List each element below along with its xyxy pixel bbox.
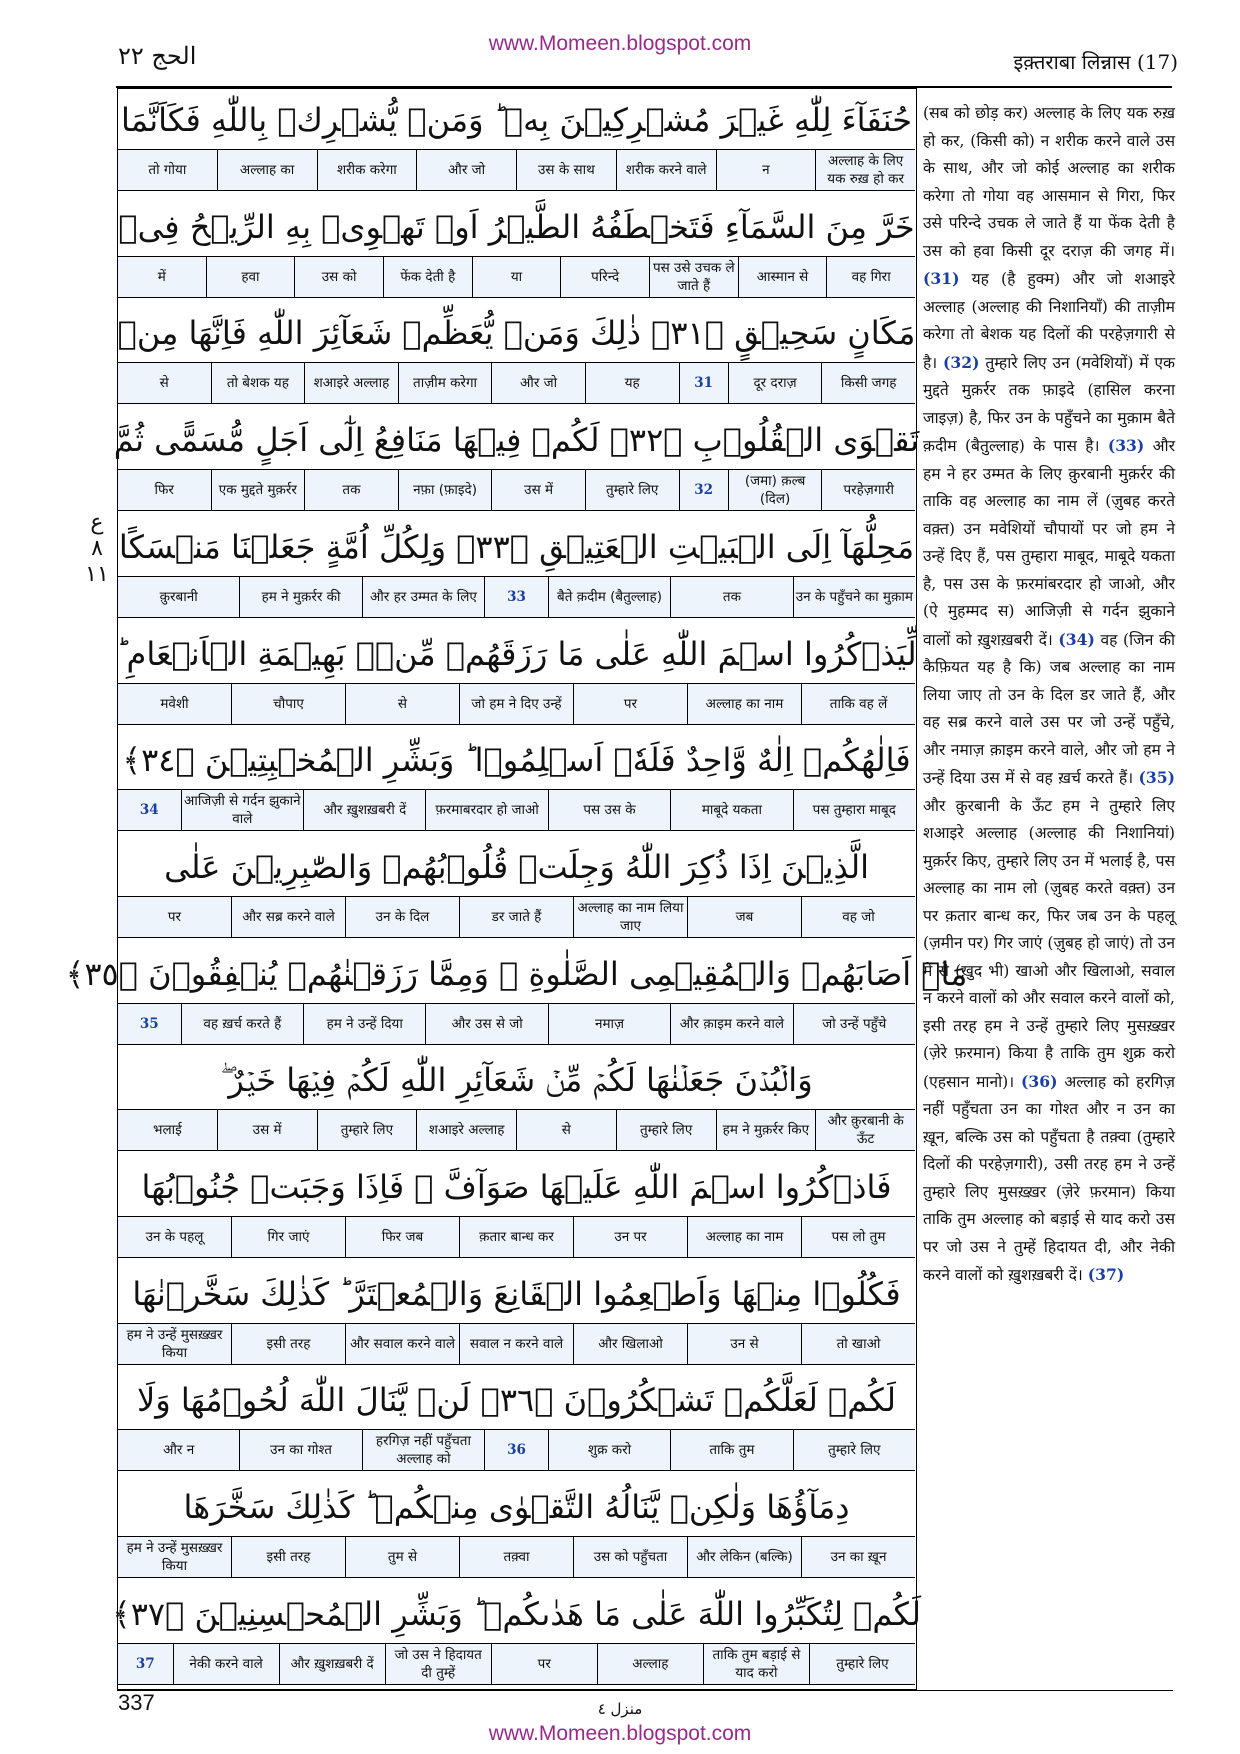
arabic-verse-line: حُنَفَآءَ لِلّٰهِ غَيۡرَ مُشۡرِكِيۡنَ بِهٖ ؕ وَمَنۡ يُّشۡرِكۡ بِاللّٰهِ فَكَاَنَّمَا (120, 101, 913, 139)
gloss-cell: या (472, 257, 561, 297)
arabic-verse-line: فَاِلٰهُكُمۡ اِلٰهٌ وَّاحِدٌ فَلَهٗۤ اَسۡلِمُوۡا ؕ وَبَشِّرِ الۡمُخۡبِتِيۡنَ ﴿٣٤﴾ (122, 741, 911, 780)
gloss-cell: पस लो तुम (801, 1217, 915, 1257)
gloss-cell: और खिलाओ (573, 1324, 687, 1364)
gloss-row (118, 789, 915, 831)
gloss-row (118, 149, 915, 191)
gloss-cell: हम ने उन्हें मुसख़्ख़र किया (126, 1540, 223, 1575)
para-title: इक़्तराबा लिन्नास (17) (1013, 50, 1178, 74)
gloss-cell: और ख़ुशख़बरी दें (303, 790, 425, 830)
arabic-verse-line: خَرَّ مِنَ السَّمَآءِ فَتَخۡطَفُهُ الطَّيۡرُ اَوۡ تَهۡوِىۡ بِهِ الرِّيۡحُ فِىۡ (118, 207, 915, 246)
gloss-cell: पस उस के (548, 790, 670, 830)
gloss-cell: वह ख़र्च करते हैं (181, 1004, 303, 1044)
translation-text: और क़ुरबानी के ऊँट हम ने तुम्हारे लिए शआइरे अल्लाह (अल्लाह की निशानियां) मुक़र्रर किए, तुम्हारे लिए उन में भलाई है, पस अल्लाह का नाम लो (ज़ुबह करते वक़्त) उन पर क़तार बान्ध कर, फिर जब उन के पहलू (ज़मीन पर) गिर जाएं (ज़ुबह हो जाएं) तो उन में से (ख़ुद भी) खाओ और खिलाओ, सवाल न करने वालों को और सवाल करने वालों को, इसी तरह हम ने उन्हें तुम्हारे लिए मुसख़्ख़र (ज़ेरे फ़रमान) किया है ताकि तुम शुक्र करो (एहसान मानो)। (923, 796, 1175, 1091)
gloss-cell: उस को पहुँचता (573, 1537, 687, 1577)
gloss-cell: अल्लाह (597, 1644, 703, 1684)
verse-number: (33) (1107, 436, 1145, 455)
gloss-cell: उस में (491, 470, 585, 510)
gloss-cell: तुम्हारे लिए (793, 1430, 915, 1470)
gloss-row (118, 1536, 915, 1578)
gloss-cell: सवाल न करने वाले (459, 1324, 573, 1364)
gloss-cell: और न (163, 1442, 195, 1459)
gloss-cell: और ख़ुशख़बरी दें (279, 1644, 385, 1684)
gloss-cell: जो उस ने हिदायत दी तुम्हें (385, 1644, 491, 1684)
manzil-label: منزل ٤ (597, 1700, 643, 1718)
gloss-cell: पर (573, 684, 687, 724)
gloss-cell: अल्लाह का नाम (687, 1217, 801, 1257)
gloss-cell: उन का गोश्त (239, 1430, 361, 1470)
arabic-verse-line: فَكُلُوۡا مِنۡهَا وَاَطۡعِمُوا الۡقَانِعَ وَالۡمُعۡتَرَّ ؕ كَذٰلِكَ سَخَّرۡنٰهَا (132, 1274, 901, 1313)
translation-text: और हम ने हर उम्मत के लिए क़ुरबानी मुक़र्रर की ताकि वह अल्लाह का नाम लें (ज़ुबह करते वक़्त) उन मवेशियों चौपायों पर जो हम ने उन्हें दिए हैं, पस तुम्हारा माबूद, माबूदे यकता है, पस उस के फ़रमांबरदार हो जाओ, और (ऐ मुहम्मद स) आजिज़ी से गर्दन झुकाने वालों को ख़ुशख़बरी दें। (923, 437, 1175, 649)
gloss-cell: आस्मान से (738, 257, 827, 297)
verse-number: (36) (1021, 1071, 1058, 1091)
gloss-cell: हम ने उन्हें मुसख़्ख़र किया (126, 1326, 223, 1361)
gloss-cell: हम ने मुक़र्रर की (239, 577, 361, 617)
gloss-cell: पस उसे उचक ले जाते हैं (649, 257, 738, 297)
gloss-cell: अल्लाह के लिए यक रुख़ हो कर (815, 150, 915, 190)
gloss-cell: 32 (679, 470, 728, 510)
gloss-cell: जब (687, 897, 801, 937)
gloss-row (118, 1216, 915, 1258)
gloss-cell: ताकि तुम बड़ाई से याद करो (703, 1644, 809, 1684)
gloss-cell: 31 (679, 363, 728, 403)
gloss-cell: हम ने मुक़र्रर किए (716, 1110, 816, 1150)
arabic-verse-line: لِّيَذۡكُرُوا اسۡمَ اللّٰهِ عَلٰى مَا رَزَقَهُمۡ مِّنۡۢ بَهِيۡمَةِ الۡاَنۡعَامِ ؕ (116, 634, 917, 673)
arabic-verse-line: فَاذۡكُرُوا اسۡمَ اللّٰهِ عَلَيۡهَا صَوَآفَّ ۚ فَاِذَا وَجَبَتۡ جُنُوۡبُهَا (141, 1168, 892, 1206)
gloss-cell: क़ुरबानी (159, 588, 198, 605)
gloss-row (118, 1643, 915, 1685)
gloss-cell: इसी तरह (231, 1537, 345, 1577)
gloss-cell: इसी तरह (231, 1324, 345, 1364)
arabic-verse-line: تَقۡوَى الۡقُلُوۡبِ ﴿٣٢﴾ لَكُمۡ فِيۡهَا مَنَافِعُ اِلٰٓى اَجَلٍ مُّسَمًّى ثُمَّ (113, 421, 920, 460)
gloss-cell: ताकि तुम (670, 1430, 792, 1470)
gloss-cell: पस तुम्हारा माबूद (793, 790, 915, 830)
verse-number: (34) (1058, 629, 1095, 649)
gloss-cell: और जो (416, 150, 516, 190)
ruku-letter: ع (90, 510, 104, 535)
gloss-cell: में (157, 268, 166, 285)
gloss-cell: ताज़ीम करेगा (398, 363, 492, 403)
gloss-cell: पर (491, 1644, 597, 1684)
gloss-cell: फ़रमाबरदार हो जाओ (425, 790, 547, 830)
gloss-cell: और उस से जो (425, 1004, 547, 1044)
gloss-cell: बैते क़दीम (बैतुल्लाह) (548, 577, 670, 617)
ruku-count: ١١ (85, 562, 109, 587)
gloss-cell: और क़ाइम करने वाले (670, 1004, 792, 1044)
gloss-cell: नेकी करने वाले (173, 1644, 279, 1684)
gloss-row (118, 1323, 915, 1365)
gloss-cell: तुम से (345, 1537, 459, 1577)
gloss-cell: नमाज़ (548, 1004, 670, 1044)
gloss-cell: शुक्र करो (548, 1430, 670, 1470)
gloss-cell: किसी जगह (821, 363, 915, 403)
gloss-row (118, 1003, 915, 1045)
gloss-cell: नफ़ा (फ़ाइदे) (398, 470, 492, 510)
header-url: www.Momeen.blogspot.com (488, 32, 752, 55)
gloss-cell: 35 (139, 1015, 159, 1032)
gloss-cell: तक (304, 470, 398, 510)
gloss-cell: उन के पहुँचने का मुक़ाम (793, 577, 915, 617)
gloss-cell: चौपाए (231, 684, 345, 724)
gloss-cell: हवा (206, 257, 295, 297)
page-number: 337 (118, 1690, 155, 1715)
gloss-cell: तो गोया (148, 162, 187, 178)
surah-title: الحج ٢٢ (118, 42, 197, 70)
footer-url: www.Momeen.blogspot.com (488, 1722, 752, 1745)
gloss-cell: से (345, 684, 459, 724)
gloss-cell: शरीक करेगा (317, 150, 417, 190)
arabic-verse-line: مَحِلُّهَآ اِلَى الۡبَيۡتِ الۡعَتِيۡقِ ﴿٣٣﴾ وَلِكُلِّ اُمَّةٍ جَعَلۡنَا مَنۡسَكًا (118, 527, 915, 566)
gloss-cell: तुम्हारे लिए (616, 1110, 716, 1150)
gloss-cell: क़तार बान्ध कर (459, 1217, 573, 1257)
translation-text: (सब को छोड़ कर) अल्लाह के लिए यक रुख़ हो कर, (किसी को) न शरीक करने वाले उस के साथ, और जो कोई अल्लाह का शरीक करेगा तो गोया वह आसमान से गिरा, फिर उसे परिन्दे उचक ले जाते हैं या फेंक देती है उस को हवा किसी दूर दराज़ की जगह में। (923, 104, 1175, 260)
gloss-cell: तक (670, 577, 792, 617)
gloss-cell: न (716, 150, 816, 190)
gloss-cell: (जमा) क़ल्ब (दिल) (728, 470, 822, 510)
gloss-cell: अल्लाह का (217, 150, 317, 190)
footer-rule (117, 1690, 1173, 1691)
gloss-cell: 34 (139, 802, 159, 819)
gloss-cell: तो बेशक यह (211, 363, 305, 403)
gloss-cell: उस के साथ (516, 150, 616, 190)
gloss-row (118, 683, 915, 725)
gloss-cell: तुम्हारे लिए (317, 1110, 417, 1150)
ruku-marker (82, 510, 112, 588)
verse-number: (32) (943, 352, 980, 372)
gloss-cell: मवेशी (160, 695, 189, 712)
gloss-cell: उस में (217, 1110, 317, 1150)
gloss-row (118, 1429, 915, 1471)
gloss-row (118, 576, 915, 618)
gloss-cell: 33 (484, 577, 548, 617)
gloss-cell: और जो (491, 363, 585, 403)
gloss-cell: उन का ख़ून (801, 1537, 915, 1577)
gloss-cell: शरीक करने वाले (616, 150, 716, 190)
gloss-row (118, 362, 915, 404)
gloss-row (118, 256, 915, 298)
gloss-cell: तो खाओ (801, 1324, 915, 1364)
verse-number: (37) (1087, 1265, 1125, 1284)
gloss-cell: उन के पहलू (145, 1229, 204, 1245)
arabic-verse-line: الَّذِيۡنَ اِذَا ذُكِرَ اللّٰهُ وَجِلَتۡ قُلُوۡبُهُمۡ وَالصّٰبِرِيۡنَ عَلٰى (164, 847, 869, 886)
translation-text: यह (है हुक्म) और जो शआइरे अल्लाह (अल्लाह की निशानियाँ) की ताज़ीम करेगा तो बेशक यह दिलों की परहेज़गारी से है। (923, 270, 1175, 372)
gloss-cell: वह गिरा (826, 257, 915, 297)
gloss-cell: अल्लाह का नाम (687, 684, 801, 724)
gloss-cell: 36 (484, 1430, 548, 1470)
arabic-verse-line: لَكُمۡ لَعَلَّكُمۡ تَشۡكُرُوۡنَ ﴿٣٦﴾ لَنۡ يَّنَالَ اللّٰهَ لُحُوۡمُهَا وَلَا (137, 1381, 896, 1420)
gloss-cell: यह (585, 363, 679, 403)
gloss-cell: फिर (154, 482, 174, 499)
gloss-cell: फेंक देती है (383, 257, 472, 297)
gloss-cell: जो हम ने दिए उन्हें (459, 684, 573, 724)
gloss-row (118, 469, 915, 511)
gloss-cell: डर जाते हैं (459, 897, 573, 937)
gloss-cell: भलाई (152, 1122, 182, 1139)
arabic-verse-line: لَكُمۡ لِتُكَبِّرُوا اللّٰهَ عَلٰى مَا هَدٰٮكُمۡ ؕ وَبَشِّرِ الۡمُحۡسِنِيۡنَ ﴿٣٧﴾ (111, 1594, 922, 1633)
gloss-cell: पर (167, 908, 182, 925)
gloss-cell: एक मुद्दते मुक़र्रर (211, 470, 305, 510)
gloss-cell: और क़ुरबानी के ऊँट (815, 1110, 915, 1150)
gloss-cell: 37 (135, 1655, 155, 1672)
gloss-cell: तुम्हारे लिए (585, 470, 679, 510)
translation-text: तुम्हारे लिए उन (मवेशियों) में एक मुद्दते मुक़र्रर तक फ़ाइदे (हासिल करना जाइज़) है, फिर उन के पहुँचने का मुक़ाम बैते क़दीम (बैतुल्लाह) के पास है। (923, 353, 1175, 455)
gloss-cell: तक़्वा (459, 1537, 573, 1577)
gloss-cell: और सब्र करने वाले (231, 897, 345, 937)
gloss-row (118, 896, 915, 938)
translation-column (923, 100, 1175, 1690)
arabic-verse-line: مَكَانٍ سَحِيۡقٍ ﴿٣١﴾ ذٰلِكَ وَمَنۡ يُّعَظِّمۡ شَعَآئِرَ اللّٰهِ فَاِنَّهَا مِنۡ (117, 314, 916, 353)
gloss-cell: जो उन्हें पहुँचे (793, 1004, 915, 1044)
gloss-cell: उन के दिल (345, 897, 459, 937)
gloss-cell: शआइरे अल्लाह (304, 363, 398, 403)
gloss-cell: से (516, 1110, 616, 1150)
translation-text: अल्लाह को हरगिज़ नहीं पहुँचता उन का गोश्त और न उन का ख़ून, बल्कि उस को पहुँचता है तक़्वा (तुम्हारे दिलों की परहेज़गारी), उसी तरह हम ने उन्हें तुम्हारे लिए मुसख़्ख़र (ज़ेरे फ़रमान) किया ताकि तुम अल्लाह को बड़ाई से याद करो उस पर जो उस ने तुम्हें हिदायत दी, और नेकी करने वालों को ख़ुशख़बरी दें। (923, 1072, 1175, 1284)
verse-number: (31) (923, 269, 960, 288)
gloss-cell: उन पर (573, 1217, 687, 1257)
gloss-cell: गिर जाएं (231, 1217, 345, 1257)
translation-text: वह (जिन की कैफ़ियत यह है कि) जब अल्लाह का नाम लिया जाए तो उन के दिल डर जाते हैं, और वह सब्र करने वाले उस पर जो उन्हें पहुँचे, और नमाज़ क़ाइम करने वाले, और जो हम ने उन्हें दिया उस में से वह ख़र्च करते हैं। (923, 630, 1175, 787)
gloss-cell: और लेकिन (बल्कि) (687, 1537, 801, 1577)
gloss-cell: दूर दराज़ (728, 363, 822, 403)
gloss-row (118, 1109, 915, 1151)
arabic-verse-line: مَاۤ اَصَابَهُمۡ وَالۡمُقِيۡمِى الصَّلٰوةِ ۙ وَمِمَّا رَزَقۡنٰهُمۡ يُنۡفِقُوۡنَ ﴿٣٥﴾ (65, 954, 968, 993)
gloss-cell: हरगिज़ नहीं पहुँचता अल्लाह को (362, 1430, 484, 1470)
arabic-verse-line: دِمَآؤُهَا وَلٰكِنۡ يَّنَالُهُ التَّقۡوٰى مِنۡكُمۡ ؕ كَذٰلِكَ سَخَّرَهَا (183, 1488, 850, 1527)
gloss-cell: अल्लाह का नाम लिया जाए (573, 897, 687, 937)
gloss-cell: और सवाल करने वाले (345, 1324, 459, 1364)
gloss-cell: उस को (294, 257, 383, 297)
gloss-cell: ताकि वह लें (801, 684, 915, 724)
arabic-verse-line: وَالۡبُدۡنَ جَعَلۡنٰهَا لَكُمۡ مِّنۡ شَعَآئِرِ اللّٰهِ لَكُمۡ فِيۡهَا خَيۡرٌ ۖ (220, 1060, 813, 1099)
gloss-cell: उन से (687, 1324, 801, 1364)
gloss-cell: फिर जब (345, 1217, 459, 1257)
gloss-cell: और हर उम्मत के लिए (362, 577, 484, 617)
gloss-cell: आजिज़ी से गर्दन झुकाने वाले (181, 790, 303, 830)
gloss-cell: तुम्हारे लिए (809, 1644, 915, 1684)
ruku-number: ٨ (91, 536, 103, 561)
gloss-cell: परिन्दे (560, 257, 649, 297)
gloss-cell: शआइरे अल्लाह (416, 1110, 516, 1150)
gloss-cell: माबूदे यकता (670, 790, 792, 830)
gloss-cell: हम ने उन्हें दिया (303, 1004, 425, 1044)
gloss-cell: से (159, 375, 169, 392)
gloss-cell: परहेज़गारी (821, 470, 915, 510)
gloss-cell: वह जो (801, 897, 915, 937)
verse-number: (35) (1138, 768, 1175, 787)
